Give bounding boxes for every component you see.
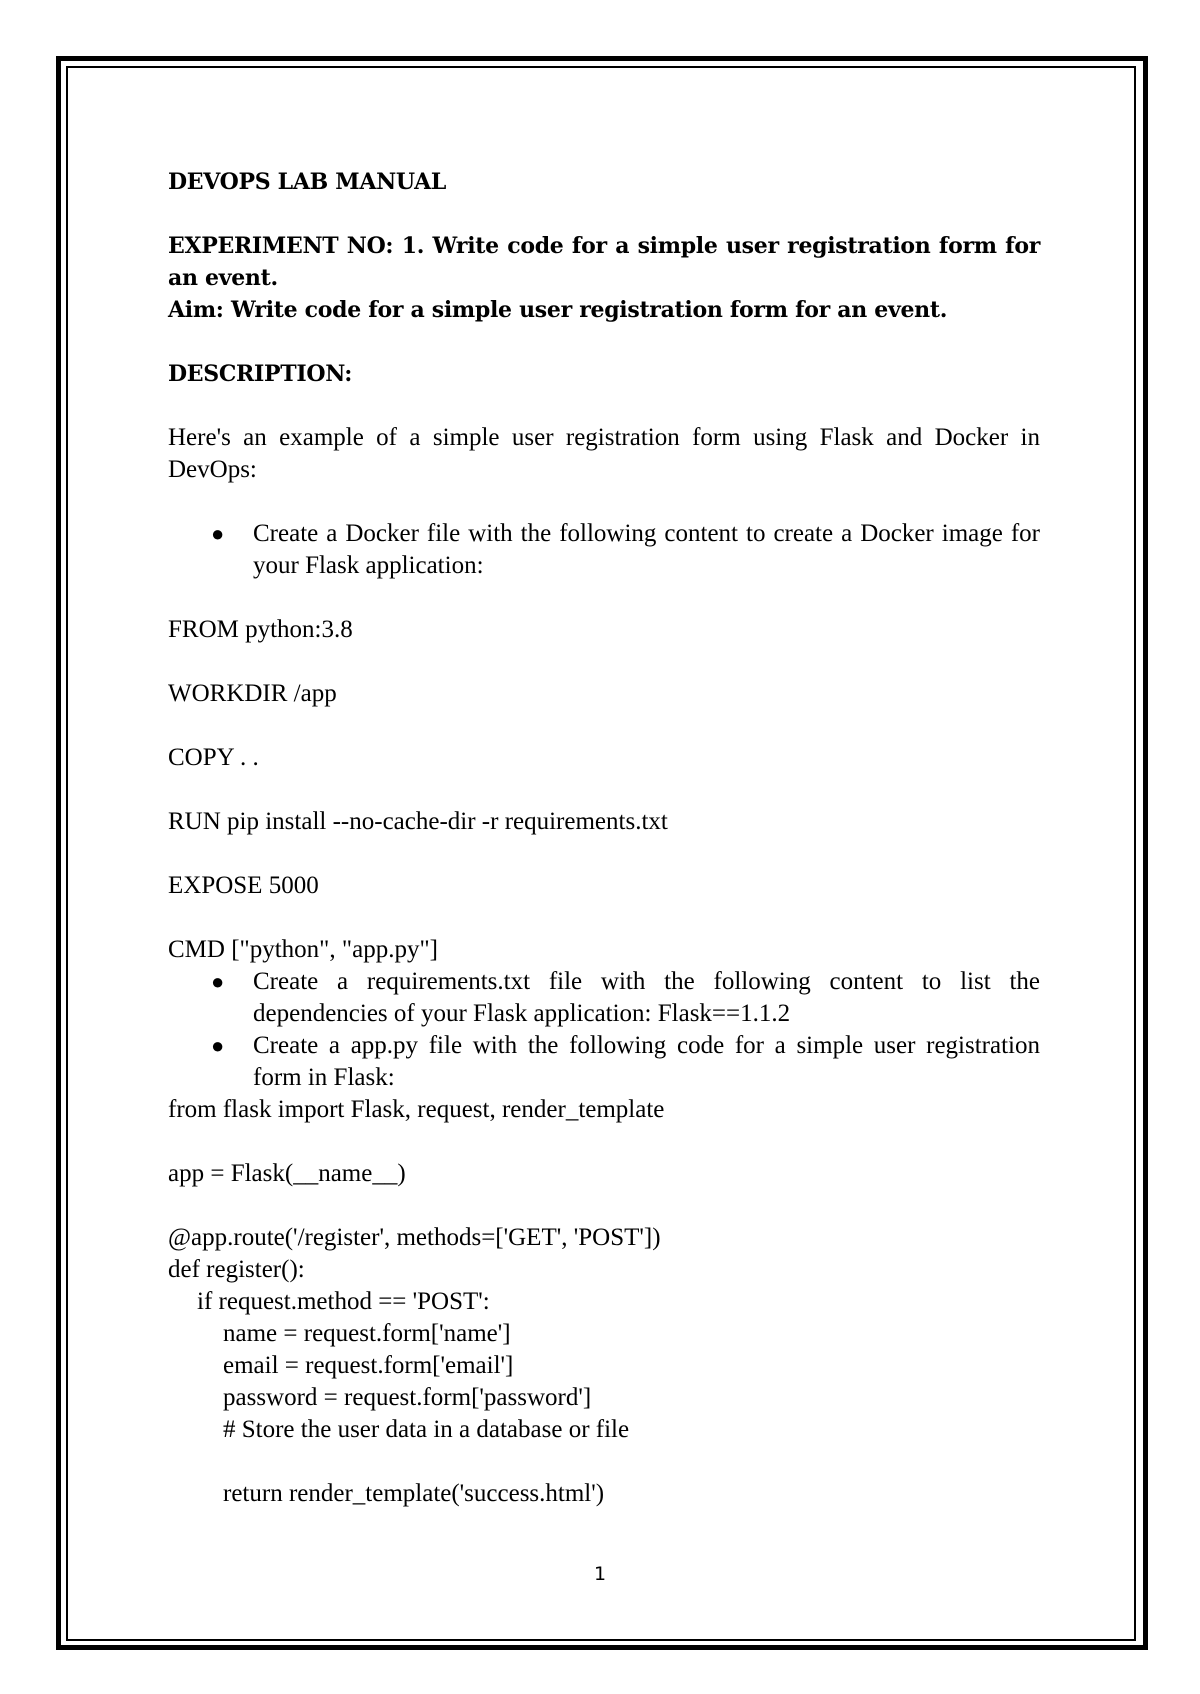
bullet-icon: ● (211, 521, 225, 546)
code-line: email = request.form['email'] (223, 1352, 514, 1379)
description-heading: DESCRIPTION: (168, 361, 353, 387)
bullet-list-1 (168, 518, 1040, 582)
list-item (168, 518, 1040, 582)
aim-heading: Aim: Write code for a simple user registration form for an event. (168, 297, 948, 323)
code-line: return render_template('success.html') (223, 1480, 605, 1507)
code-line: # Store the user data in a database or file (223, 1416, 630, 1443)
bullet-list-2 (168, 966, 1040, 1094)
dockerfile-line: WORKDIR /app (168, 680, 337, 707)
dockerfile-line: COPY . . (168, 744, 259, 771)
list-item (168, 1030, 1040, 1094)
code-line: from flask import Flask, request, render_template (168, 1096, 665, 1123)
code-line: @app.route('/register', methods=['GET', 'POST']) (168, 1224, 661, 1251)
bullet-icon: ● (211, 1033, 225, 1058)
dockerfile-line: EXPOSE 5000 (168, 872, 319, 899)
bullet-text: Create a Docker file with the following content to create a Docker image for your Flask application: (253, 520, 1040, 579)
bullet-text: Create a app.py file with the following code for a simple user registration form in Flask: (253, 1032, 1040, 1091)
dockerfile-line: CMD ["python", "app.py"] (168, 936, 438, 963)
intro-paragraph: Here's an example of a simple user registration form using Flask and Docker in DevOps: (168, 424, 1040, 483)
bullet-text: Create a requirements.txt file with the following content to list the dependencies of your Flask application: Flask==1.1.2 (253, 968, 1040, 1027)
dockerfile-line: RUN pip install --no-cache-dir -r requirements.txt (168, 808, 668, 835)
code-line: app = Flask(__name__) (168, 1160, 406, 1187)
code-line: password = request.form['password'] (223, 1384, 592, 1411)
document-title: DEVOPS LAB MANUAL (168, 169, 447, 195)
code-line: name = request.form['name'] (223, 1320, 511, 1347)
page-content (168, 166, 1040, 1510)
experiment-heading: EXPERIMENT NO: 1. Write code for a simple user registration form for an event. (168, 233, 1040, 291)
page-number: 1 (593, 1563, 607, 1585)
bullet-icon: ● (211, 969, 225, 994)
code-line: def register(): (168, 1256, 305, 1283)
code-line: if request.method == 'POST': (197, 1288, 490, 1315)
list-item (168, 966, 1040, 1030)
dockerfile-line: FROM python:3.8 (168, 616, 353, 643)
